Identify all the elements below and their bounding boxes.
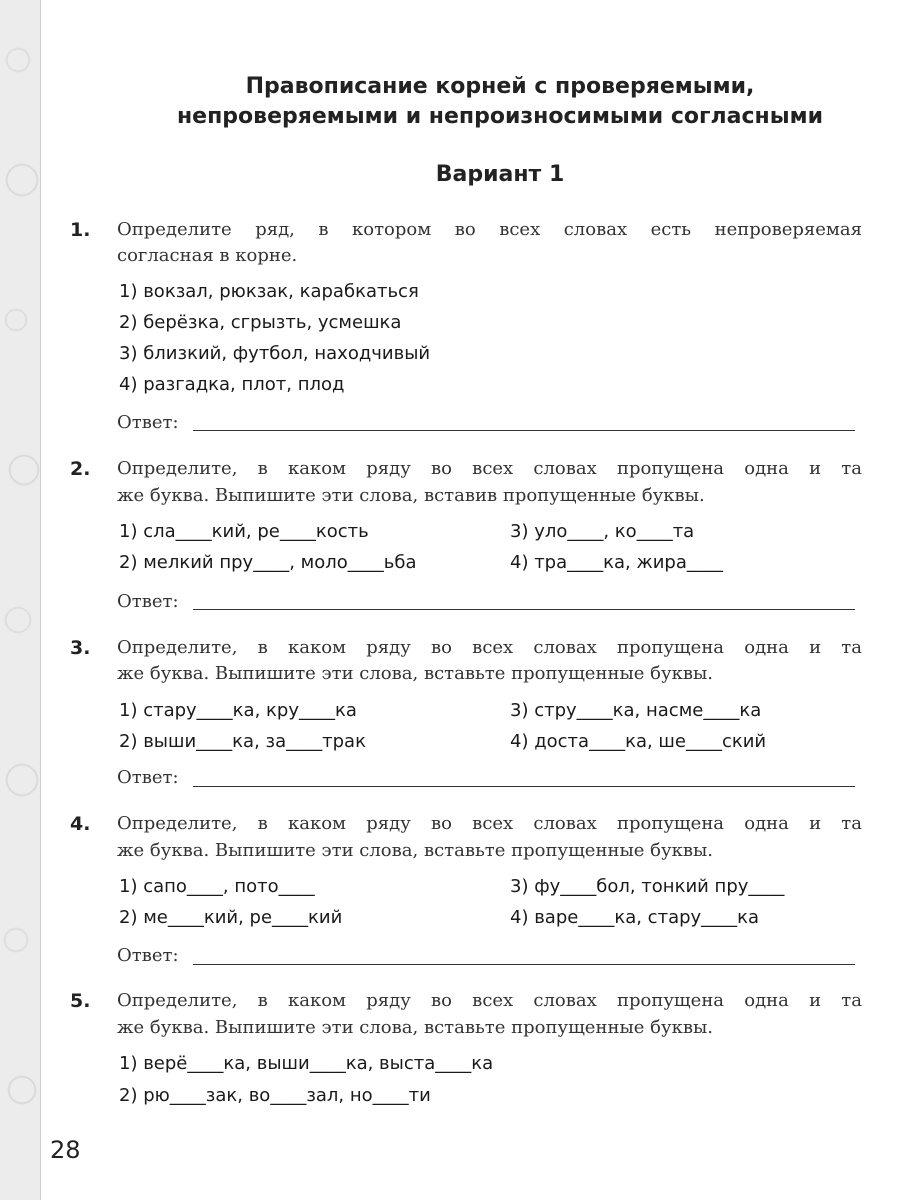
question-5-option-1[interactable]: 1) верё____ка, выши____ка, выста____ка [119,1053,494,1074]
question-1-option-4[interactable]: 4) разгадка, плот, плод [119,374,345,395]
question-3-answer-label: Ответ: [117,767,179,788]
question-4-number: 4. [70,813,91,835]
question-3-text-line-2: же буква. Выпишите эти слова, вставьте пропущенные буквы. [117,663,714,684]
question-5-number: 5. [70,990,91,1012]
question-4-answer-field[interactable] [193,964,855,965]
question-3-number: 3. [70,637,91,659]
question-4-option-4[interactable]: 4) варе____ка, стару____ка [510,907,760,928]
question-2-answer-label: Ответ: [117,591,179,612]
question-2-option-2[interactable]: 2) мелкий пру____, моло____ьба [119,552,417,573]
question-2-text-line-2: же буква. Выпишите эти слова, вставив пропущенные буквы. [117,485,705,506]
question-3-option-3[interactable]: 3) стру____ка, насме____ка [510,700,762,721]
question-5-text-line-1: Определите, в каком ряду во всех словах пропущена одна и та [117,990,862,1011]
question-3-answer-field[interactable] [193,786,855,787]
question-1-option-2[interactable]: 2) берёзка, сгрызть, усмешка [119,312,402,333]
question-5-option-2[interactable]: 2) рю____зак, во____зал, но____ти [119,1085,431,1106]
question-1-answer-field[interactable] [193,430,855,431]
page-number: 28 [50,1136,81,1164]
question-2-option-4[interactable]: 4) тра____ка, жира____ [510,552,723,573]
question-1-text-line-1: Определите ряд, в котором во всех словах есть непроверяемая [117,219,862,240]
page-title-line-1: Правописание корней с проверяемыми, [245,74,755,99]
question-1-answer-label: Ответ: [117,412,179,433]
question-4-answer-label: Ответ: [117,945,179,966]
question-1-option-3[interactable]: 3) близкий, футбол, находчивый [119,343,431,364]
question-2-number: 2. [70,458,91,480]
question-1-number: 1. [70,219,91,241]
question-4-text-line-1: Определите, в каком ряду во всех словах пропущена одна и та [117,813,862,834]
question-4-text-line-2: же буква. Выпишите эти слова, вставьте пропущенные буквы. [117,840,714,861]
question-2-answer-field[interactable] [193,609,855,610]
question-2-option-1[interactable]: 1) сла____кий, ре____кость [119,521,369,542]
question-2-text-line-1: Определите, в каком ряду во всех словах пропущена одна и та [117,458,862,479]
question-5-text-line-2: же буква. Выпишите эти слова, вставьте пропущенные буквы. [117,1017,714,1038]
question-3-option-4[interactable]: 4) доста____ка, ше____ский [510,731,767,752]
question-3-option-1[interactable]: 1) стару____ка, кру____ка [119,700,357,721]
page-title-line-2: непроверяемыми и непроизносимыми согласными [176,104,824,129]
variant-heading: Вариант 1 [435,162,565,187]
question-3-option-2[interactable]: 2) выши____ка, за____трак [119,731,366,752]
question-3-text-line-1: Определите, в каком ряду во всех словах пропущена одна и та [117,637,862,658]
question-4-option-2[interactable]: 2) ме____кий, ре____кий [119,907,343,928]
question-1-option-1[interactable]: 1) вокзал, рюкзак, карабкаться [119,281,419,302]
question-4-option-1[interactable]: 1) сапо____, пото____ [119,876,315,897]
question-1-text-line-2: согласная в корне. [117,245,298,266]
question-2-option-3[interactable]: 3) уло____, ко____та [510,521,695,542]
decorative-border [0,0,41,1200]
question-4-option-3[interactable]: 3) фу____бол, тонкий пру____ [510,876,785,897]
